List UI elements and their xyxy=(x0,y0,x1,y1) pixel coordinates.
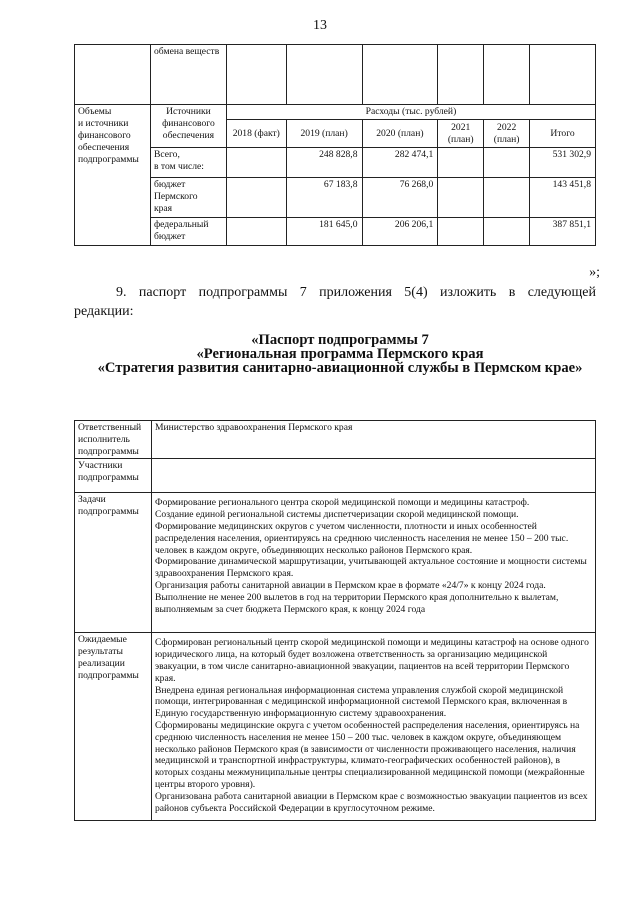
row-label: Участники подпрограммы xyxy=(75,459,152,493)
end-quote: »; xyxy=(589,265,600,280)
passport-title: «Региональная программа Пермского края xyxy=(196,346,484,362)
value-cell xyxy=(484,218,530,246)
row-content: Формирование регионального центра скорой медицинской помощи и медицины катастроф. Создание единой региональной системы диспетчеризации скорой медицинской помощи. Формирование медицинских округов с учетом численности, плотности и иных особенностей распределения населения, ориентируясь на среднюю численность населения не менее 150 – 200 тыс. человек в каждом округе, объединяющих несколько районов Пермского края. Формирование динамической маршрутизации, учитывающей актуальное состояние и мощности системы здравоохранения Пермского края. Организация работы санитарной авиации в Пермском крае в формате «24/7» к концу 2024 года. Выполнение не менее 200 вылетов в год на территории Пермского края дополнительно к вылетам, выполняемым за счет бюджета Пермского края, к концу 2024 года xyxy=(152,493,596,633)
source-cell: бюджет Пермского края xyxy=(150,178,226,218)
value-cell xyxy=(226,148,286,178)
value-cell: 181 645,0 xyxy=(286,218,362,246)
table-row xyxy=(75,105,596,120)
value-cell: 282 474,1 xyxy=(362,148,438,178)
table-row xyxy=(75,421,596,459)
table-row xyxy=(75,45,596,105)
expenses-header: Расходы (тыс. рублей) xyxy=(226,105,595,120)
sources-header: Источники финансового обеспечения xyxy=(150,105,226,148)
row-content: Сформирован региональный центр скорой медицинской помощи и медицины катастроф на основе одного юридического лица, на который будет возложена ответственность за организацию медицинской эвакуации, в том числе санитарно-авиационной эвакуации, пациентов на всей территории Пермского края. Внедрена единая региональная информационная система управления службой скорой медицинской помощи, интегрированная с медицинской информационной системой Пермского края, включенная в Единую государственную информационную систему здравоохранения. Сформированы медицинские округа с учетом особенностей распределения населения, ориентируясь на среднюю численность населения не менее 150 – 200 тыс. человек в каждом округе, объединяющем несколько районов Пермского края (в зависимости от численности проживающего населения, наличия медицинской и транспортной инфраструктуры, климато-географических особенностей районов), в которых созданы межмуниципальные центры специализированной медицинской помощи (межрайонные центры второго уровня). Организована работа санитарной авиации в Пермском крае с возможностью эвакуации пациентов из всех районов субъекта Российской Федерации в круглосуточном режиме. xyxy=(152,633,596,821)
row-label: Ожидаемые результаты реализации подпрограммы xyxy=(75,633,152,821)
row-label: Ответственный исполнитель подпрограммы xyxy=(75,421,152,459)
year-header: 2022 (план) xyxy=(484,120,530,148)
value-cell xyxy=(484,148,530,178)
amendment-paragraph xyxy=(74,283,596,321)
table-row xyxy=(75,218,596,246)
table-row xyxy=(75,148,596,178)
row-content xyxy=(152,459,596,493)
financing-label: Объемы и источники финансового обеспечения подпрограммы xyxy=(75,105,151,246)
value-cell: 248 828,8 xyxy=(286,148,362,178)
table-row xyxy=(75,178,596,218)
year-header: 2021 (план) xyxy=(438,120,484,148)
paragraph-line: редакции: xyxy=(74,304,134,319)
passport-title: «Паспорт подпрограммы 7 xyxy=(251,332,429,348)
value-cell: 206 206,1 xyxy=(362,218,438,246)
value-cell: 76 268,0 xyxy=(362,178,438,218)
year-header: 2020 (план) xyxy=(362,120,438,148)
value-cell xyxy=(438,148,484,178)
table-row xyxy=(75,493,596,633)
year-header: 2018 (факт) xyxy=(226,120,286,148)
financing-table xyxy=(74,44,596,246)
year-header: Итого xyxy=(530,120,596,148)
value-cell xyxy=(438,178,484,218)
value-cell xyxy=(226,178,286,218)
value-cell: 387 851,1 xyxy=(530,218,596,246)
value-cell xyxy=(438,218,484,246)
value-cell xyxy=(484,178,530,218)
value-cell: 143 451,8 xyxy=(530,178,596,218)
table-row xyxy=(75,459,596,493)
page-number: 13 xyxy=(313,18,327,33)
prev-row-text: обмена веществ xyxy=(150,45,226,105)
value-cell xyxy=(226,218,286,246)
row-content: Министерство здравоохранения Пермского края xyxy=(152,421,596,459)
source-cell: Всего, в том числе: xyxy=(150,148,226,178)
row-label: Задачи подпрограммы xyxy=(75,493,152,633)
table-row xyxy=(75,633,596,821)
paragraph-line: 9. паспорт подпрограммы 7 приложения 5(4) изложить в следующей xyxy=(116,285,596,300)
source-cell: федеральный бюджет xyxy=(150,218,226,246)
value-cell: 531 302,9 xyxy=(530,148,596,178)
passport-title: «Стратегия развития санитарно-авиационной службы в Пермском крае» xyxy=(97,360,583,376)
year-header: 2019 (план) xyxy=(286,120,362,148)
passport-table xyxy=(74,420,596,821)
value-cell: 67 183,8 xyxy=(286,178,362,218)
